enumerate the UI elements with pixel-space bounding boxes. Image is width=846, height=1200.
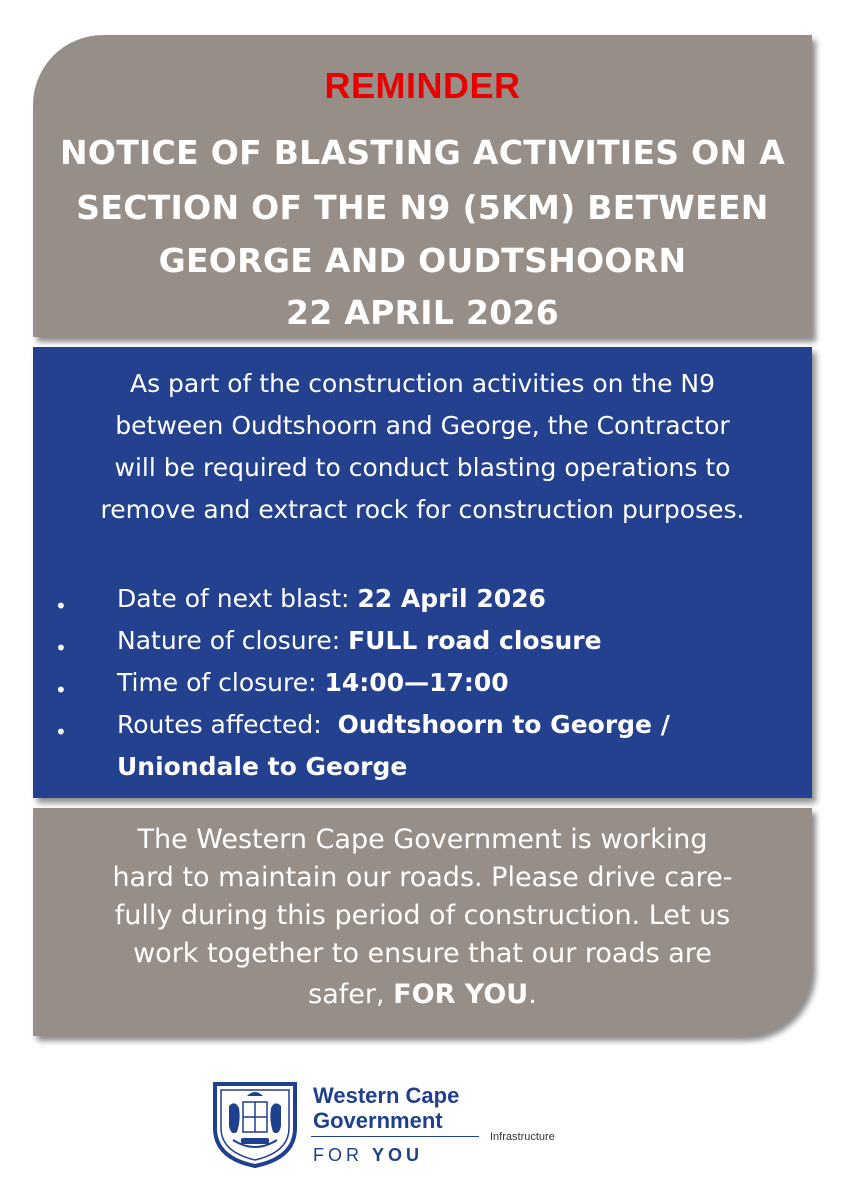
bullet-icon: • [55,678,67,702]
logo-tagline-for: FOR [313,1145,372,1165]
closing-line-5 [33,979,812,1010]
detail-label: Time of closure: [117,668,325,697]
logo-department: Infrastructure [490,1131,555,1143]
detail-label: Nature of closure: [117,626,349,655]
detail-nature-of-closure [117,626,602,655]
closing-line-2: hard to maintain our roads. Please drive care- [112,862,733,893]
for-you-emphasis: FOR YOU [393,979,529,1010]
logo-divider [311,1136,479,1137]
detail-value: 14:00—17:00 [324,668,509,697]
detail-label: Date of next blast: [117,584,358,613]
detail-value: FULL road closure [348,626,602,655]
detail-value: 22 April 2026 [357,584,546,613]
bullet-icon: • [55,594,67,618]
detail-value: Uniondale to George [117,752,408,781]
notice-title-line-3: GEORGE AND OUDTSHOORN [158,241,687,280]
closing-line-3: fully during this period of construction. Let us [114,900,731,931]
notice-title-line-2: SECTION OF THE N9 (5KM) BETWEEN [76,188,769,227]
intro-line-1: As part of the construction activities on the N9 [129,369,716,398]
closing-line-4: work together to ensure that our roads are [133,938,712,969]
detail-routes-affected [117,710,670,739]
logo-tagline-you: YOU [372,1145,424,1165]
details-panel [33,347,812,798]
detail-label: Routes affected: [117,710,338,739]
intro-line-3: will be required to conduct blasting operations to [114,453,731,482]
logo-tagline [313,1145,423,1166]
reminder-heading: REMINDER [324,65,521,106]
logo-government: Government [313,1108,443,1133]
notice-date: 22 APRIL 2026 [285,293,560,332]
bullet-icon: • [55,720,67,744]
closing-message-panel [33,808,812,1036]
detail-time-of-closure [117,668,509,697]
header-panel [33,35,812,337]
closing-text: safer, [308,979,394,1010]
closing-period: . [528,979,537,1010]
logo-western-cape: Western Cape [313,1083,460,1108]
intro-line-2: between Oudtshoorn and George, the Contractor [115,411,730,440]
detail-date-of-next-blast [117,584,546,613]
detail-routes-affected-line-2 [117,752,407,781]
detail-value: Oudtshoorn to George / [337,710,670,739]
intro-line-4: remove and extract rock for construction purposes. [100,495,745,524]
bullet-icon: • [55,636,67,660]
coat-of-arms-icon [209,1078,301,1170]
closing-line-1: The Western Cape Government is working [137,824,708,855]
notice-title-line-1: NOTICE OF BLASTING ACTIVITIES ON A [59,133,786,172]
